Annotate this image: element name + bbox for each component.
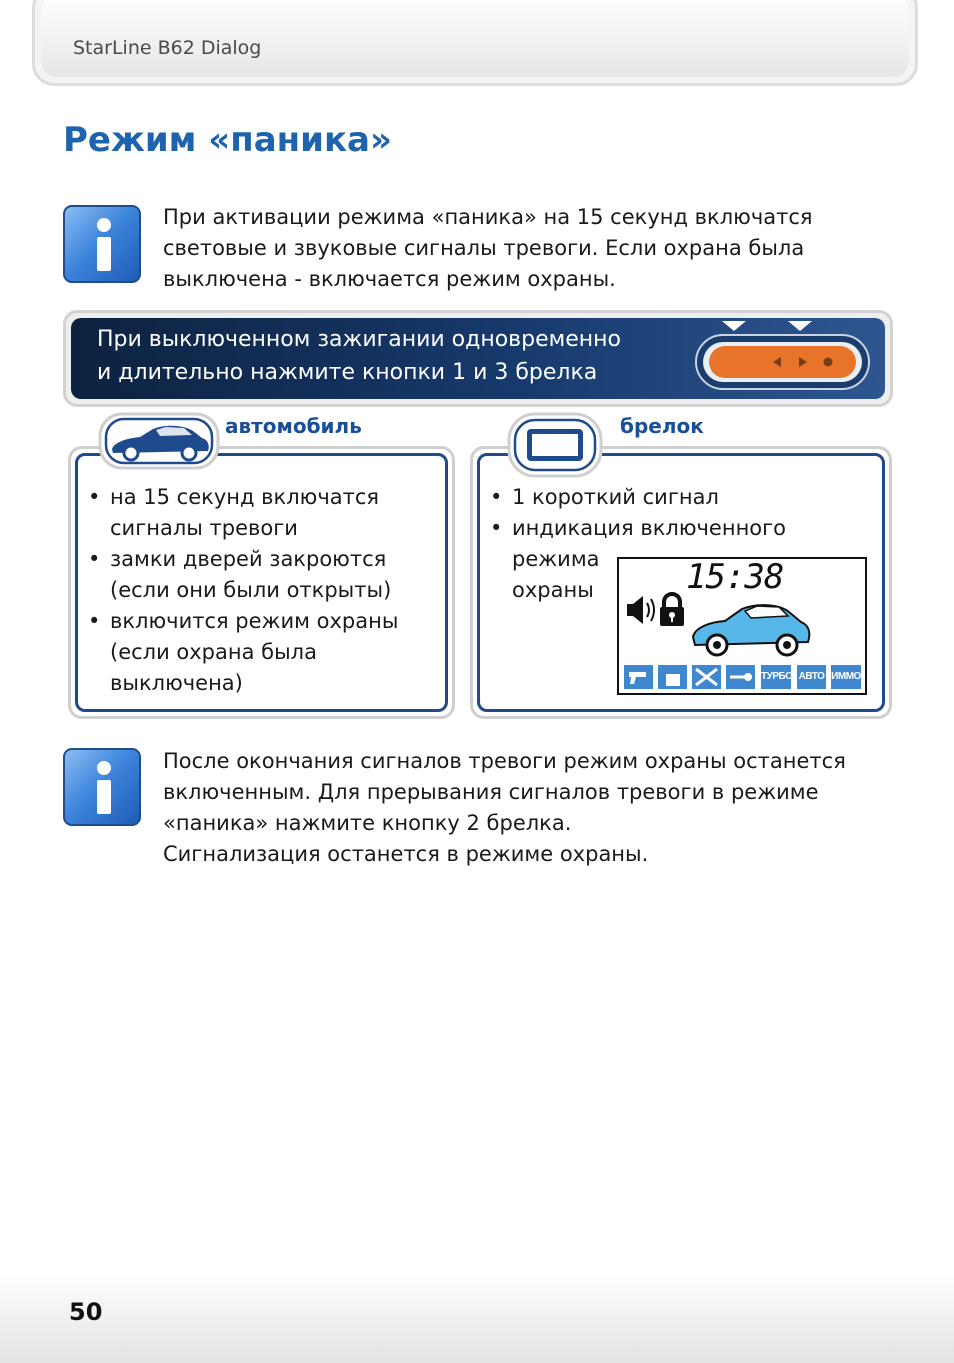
fob-buttons-icon — [695, 334, 870, 390]
info-bottom-line: Сигнализация останется в режиме охраны. — [163, 842, 649, 866]
list-item — [88, 544, 398, 606]
lcd-status-icons — [624, 664, 862, 690]
list-item-line: (если они были открыты) — [110, 578, 392, 602]
list-item-line: • замки дверей закроются — [110, 547, 387, 571]
page-title: Режим «паника» — [63, 120, 392, 160]
list-item-line: сигналы тревоги — [110, 516, 298, 540]
list-item-line: выключена) — [110, 671, 243, 695]
list-item — [88, 482, 398, 544]
header-title: StarLine B62 Dialog — [73, 37, 262, 59]
info-text-top — [163, 202, 813, 295]
siren-icon — [623, 593, 657, 627]
info-top-line: При активации режима «паника» на 15 секунд включатся — [163, 205, 813, 229]
page-number: 50 — [69, 1298, 103, 1326]
lcd-car-icon — [687, 595, 813, 659]
info-icon — [63, 748, 141, 826]
lock-icon — [657, 592, 687, 628]
list-item-line: охраны — [512, 578, 594, 602]
list-item — [490, 482, 786, 513]
lcd-time: 15:38 — [686, 557, 784, 597]
press-arrows-icon — [722, 321, 816, 333]
list-item — [88, 606, 398, 699]
car-panel-list — [88, 482, 398, 699]
list-item-line: (если охрана была — [110, 640, 317, 664]
page-footer — [0, 1272, 954, 1363]
lcd-tag-immo: ИММО — [831, 665, 861, 689]
instruction-text — [97, 323, 697, 389]
info-text-bottom — [163, 746, 846, 870]
instruction-line: При выключенном зажигании одновременно — [97, 327, 622, 352]
car-icon — [98, 412, 220, 470]
info-bottom-line: После окончания сигналов тревоги режим охраны останется — [163, 749, 846, 773]
fob-lcd-display — [617, 557, 867, 695]
list-item-line: • индикация включенного — [512, 516, 787, 540]
page-header — [32, 0, 918, 86]
list-item-line: • включится режим охраны — [110, 609, 399, 633]
list-item-line: режима — [512, 547, 600, 571]
list-item-line: • на 15 секунд включатся — [110, 485, 380, 509]
car-panel-label: автомобиль — [225, 414, 362, 438]
fob-icon — [507, 412, 603, 478]
list-item-line: • 1 короткий сигнал — [512, 485, 719, 509]
info-icon — [63, 205, 141, 283]
fob-panel-label: брелок — [620, 414, 704, 438]
info-bottom-line: включенным. Для прерывания сигналов тревоги в режиме — [163, 780, 819, 804]
info-top-line: световые и звуковые сигналы тревоги. Если охрана была — [163, 236, 805, 260]
lcd-tag-turbo: ТУРБО — [761, 665, 791, 689]
instruction-line: и длительно нажмите кнопки 1 и 3 брелка — [97, 360, 598, 385]
lcd-tag-auto: АВТО — [797, 665, 826, 689]
info-top-line: выключена - включается режим охраны. — [163, 267, 616, 291]
info-bottom-line: «паника» нажмите кнопку 2 брелка. — [163, 811, 572, 835]
